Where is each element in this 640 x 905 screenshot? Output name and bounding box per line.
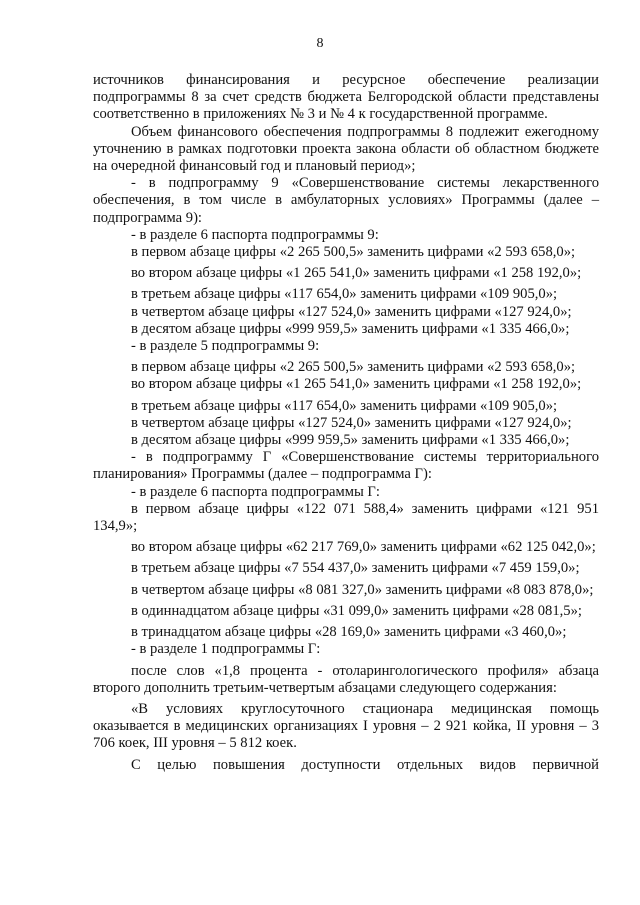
paragraph-subprogram-g-section-1: - в разделе 1 подпрограммы Г: xyxy=(131,641,321,658)
paragraph-sp9-passport-fourth: в четвертом абзаце цифры «127 524,0» заменить цифрами «127 924,0»; xyxy=(131,303,572,320)
paragraph-sp9-passport-third: в третьем абзаце цифры «117 654,0» заменить цифрами «109 905,0»; xyxy=(131,286,558,303)
paragraph-accessibility-start: С целью повышения доступности отдельных видов первичной xyxy=(131,756,599,773)
paragraph-subprogram-g-passport-section-6: - в разделе 6 паспорта подпрограммы Г: xyxy=(131,483,380,500)
page-number: 8 xyxy=(316,36,324,51)
paragraph-funding-volume: Объем финансового обеспечения подпрограммы 8 подлежит ежегодному уточнению в рамках подготовки проекта закона области об областном бюджете на очередной финансовый год и плановый период»; xyxy=(93,123,599,175)
paragraph-spg-passport-eleventh: в одиннадцатом абзаце цифры «31 099,0» заменить цифрами «28 081,5»; xyxy=(131,602,582,619)
paragraph-subprogram-9-section-5: - в разделе 5 подпрограммы 9: xyxy=(131,338,320,355)
paragraph-inpatient-care-quote: «В условиях круглосуточного стационара медицинская помощь оказывается в медицинских организациях I уровня – 2 921 койка, II уровня – 3 706 коек, III уровня – 5 812 коек. xyxy=(93,700,599,752)
paragraph-sp9-section5-third: в третьем абзаце цифры «117 654,0» заменить цифрами «109 905,0»; xyxy=(131,397,558,414)
paragraph-sp9-section5-tenth: в десятом абзаце цифры «999 959,5» заменить цифрами «1 335 466,0»; xyxy=(131,432,570,449)
paragraph-spg-passport-thirteenth: в тринадцатом абзаце цифры «28 169,0» заменить цифрами «3 460,0»; xyxy=(131,624,567,641)
paragraph-spg-passport-first: в первом абзаце цифры «122 071 588,4» заменить цифрами «121 951 134,9»; xyxy=(93,500,599,535)
paragraph-spg-passport-second: во втором абзаце цифры «62 217 769,0» заменить цифрами «62 125 042,0»; xyxy=(131,539,596,556)
paragraph-sp9-section5-second: во втором абзаце цифры «1 265 541,0» заменить цифрами «1 258 192,0»; xyxy=(131,376,582,393)
paragraph-sp9-passport-second: во втором абзаце цифры «1 265 541,0» заменить цифрами «1 258 192,0»; xyxy=(131,265,582,282)
paragraph-funding-sources: источников финансирования и ресурсное обеспечение реализации подпрограммы 8 за счет средств бюджета Белгородской области представлены соответственно в приложениях № 3 и № 4 к государственной программе. xyxy=(93,72,599,123)
paragraph-spg-passport-fourth: в четвертом абзаце цифры «8 081 327,0» заменить цифрами «8 083 878,0»; xyxy=(131,581,594,598)
paragraph-subprogram-9-passport-section-6: - в разделе 6 паспорта подпрограммы 9: xyxy=(131,226,379,243)
paragraph-sp9-section5-fourth: в четвертом абзаце цифры «127 524,0» заменить цифрами «127 924,0»; xyxy=(131,414,572,431)
paragraph-spg-passport-third: в третьем абзаце цифры «7 554 437,0» заменить цифрами «7 459 159,0»; xyxy=(131,560,580,577)
paragraph-sp9-passport-tenth: в десятом абзаце цифры «999 959,5» заменить цифрами «1 335 466,0»; xyxy=(131,320,570,337)
paragraph-sp9-passport-first: в первом абзаце цифры «2 265 500,5» заменить цифрами «2 593 658,0»; xyxy=(131,244,576,261)
paragraph-subprogram-9-intro: - в подпрограмму 9 «Совершенствование системы лекарственного обеспечения, в том числе в амбулаторных условиях» Программы (далее – подпрограмма 9): xyxy=(93,175,599,226)
document-body xyxy=(93,72,599,774)
paragraph-spg-section1-addition: после слов «1,8 процента - отоларингологического профиля» абзаца второго дополнить третьим-четвертым абзацами следующего содержания: xyxy=(93,662,599,696)
paragraph-subprogram-g-intro: - в подпрограмму Г «Совершенствование системы территориального планирования» Программы (далее – подпрограмма Г): xyxy=(93,449,599,483)
paragraph-sp9-section5-first: в первом абзаце цифры «2 265 500,5» заменить цифрами «2 593 658,0»; xyxy=(131,359,576,376)
